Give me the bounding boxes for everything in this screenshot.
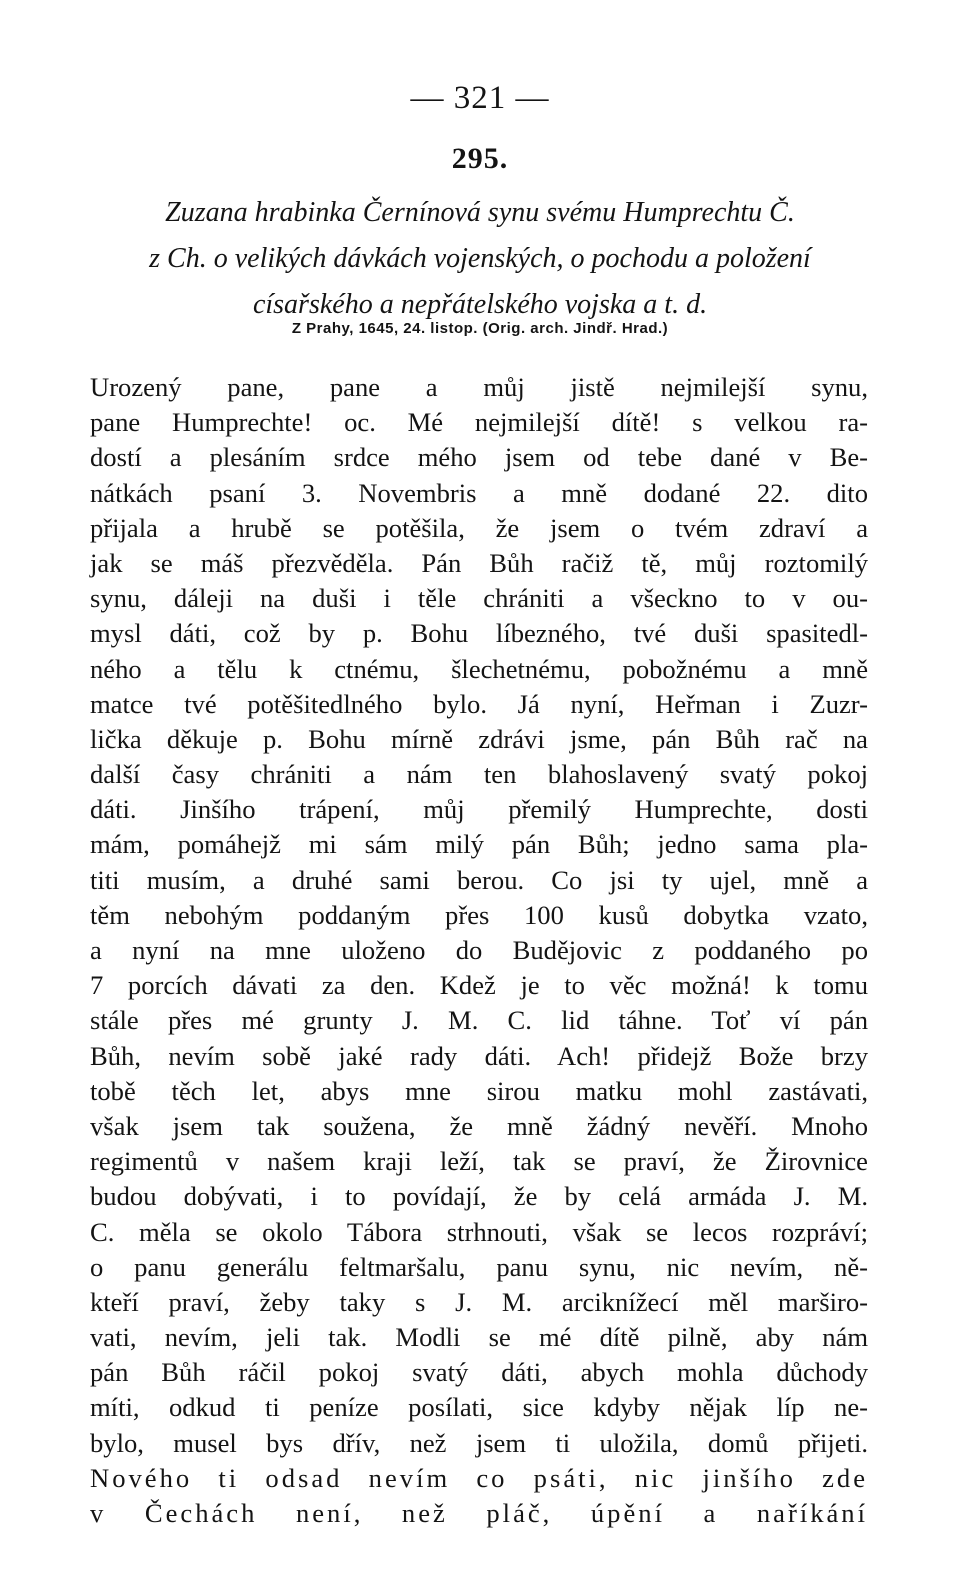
body-line: stále přes mé grunty J. M. C. lid táhne. Toť ví pán (90, 1005, 868, 1036)
body-line: mám, pomáhejž mi sám milý pán Bůh; jedno sama pla- (90, 829, 868, 860)
body-line: titi musím, a druhé sami berou. Co jsi ty ujel, mně a (90, 864, 868, 895)
body-line: Urozený pane, pane a můj jistě nejmilejší synu, (90, 372, 868, 402)
body-line: jak se máš přezvěděla. Pán Bůh račiž tě, můj roztomilý (90, 547, 868, 578)
body-line: Nového ti odsad nevím co psáti, nic jinšího zde (90, 1462, 868, 1493)
body-line: pane Humprechte! oc. Mé nejmilejší dítě! s velkou ra- (90, 407, 868, 438)
body-line: v Čechách není, než pláč, úpění a naříkání (90, 1498, 868, 1528)
body-line: přijala a hrubě se potěšila, že jsem o tvém zdraví a (90, 512, 868, 543)
body-line: dáti. Jinšího trápení, můj přemilý Humprechte, dosti (90, 794, 868, 825)
letter-heading: Zuzana hrabinka Černínová synu svému Humprechtu Č. z Ch. o velikých dávkách vojenských, o pochodu a položení císařského a nepřátelského vojska a t. d. (149, 197, 811, 320)
body-line: a nyní na mne uloženo do Budějovic z poddaného po (90, 935, 868, 965)
document-number: 295. (451, 142, 509, 175)
body-line: nátkách psaní 3. Novembris a mně dodané 22. dito (90, 477, 868, 508)
body-line: C. měla se okolo Tábora strhnouti, však se lecos rozpráví; (90, 1216, 868, 1247)
body-line: mysl dáti, což by p. Bohu líbezného, tvé duši spasitedl- (90, 618, 868, 649)
body-line: 7 porcích dávati za den. Kdež je to věc možná! k tomu (90, 970, 868, 1001)
body-line: dostí a plesáním srdce mého jsem od tebe dané v Be- (90, 442, 868, 473)
body-line: tobě těch let, abys mne sirou matku mohl zastávati, (90, 1075, 868, 1106)
body-line: o panu generálu feltmaršalu, panu synu, nic nevím, ně- (90, 1251, 868, 1282)
body-line: lička děkuje p. Bohu mírně zdrávi jsme, pán Bůh rač na (90, 723, 868, 754)
letter-body (90, 370, 868, 1531)
page-number: — 321 — (410, 80, 550, 116)
body-line: pán Bůh ráčil pokoj svatý dáti, abych mohla důchody (90, 1357, 868, 1388)
body-line: kteří praví, žeby taky s J. M. arciknížecí měl marširo- (90, 1286, 868, 1317)
body-line: bylo, musel bys dřív, než jsem ti uložila, domů přijeti. (90, 1427, 868, 1458)
body-line: míti, odkud ti peníze posílati, sice kdyby nějak líp ne- (90, 1392, 868, 1423)
body-line: budou dobývati, i to povídají, že by celá armáda J. M. (90, 1181, 868, 1212)
body-line: další časy chrániti a nám ten blahoslavený svatý pokoj (90, 759, 868, 790)
body-line: synu, dáleji na duši i těle chrániti a všeckno to v ou- (90, 583, 868, 614)
body-line: ného a tělu k ctnému, šlechetnému, pobožnému a mně (90, 653, 868, 684)
body-line: matce tvé potěšitedlného bylo. Já nyní, Heřman i Zuzr- (90, 688, 868, 719)
body-line: však jsem tak soužena, že mně žádný nevěří. Mnoho (90, 1110, 868, 1141)
body-line: Bůh, nevím sobě jaké rady dáti. Ach! přidejž Bože brzy (90, 1040, 868, 1071)
body-line: vati, nevím, jeli tak. Modli se mé dítě pilně, aby nám (90, 1322, 868, 1353)
source-line: Z Prahy, 1645, 24. listop. (Orig. arch. Jindř. Hrad.) (291, 320, 669, 337)
body-line: těm nebohým poddaným přes 100 kusů dobytka vzato, (90, 899, 868, 930)
body-line: regimentů v našem kraji leží, tak se praví, že Žirovnice (90, 1146, 868, 1177)
